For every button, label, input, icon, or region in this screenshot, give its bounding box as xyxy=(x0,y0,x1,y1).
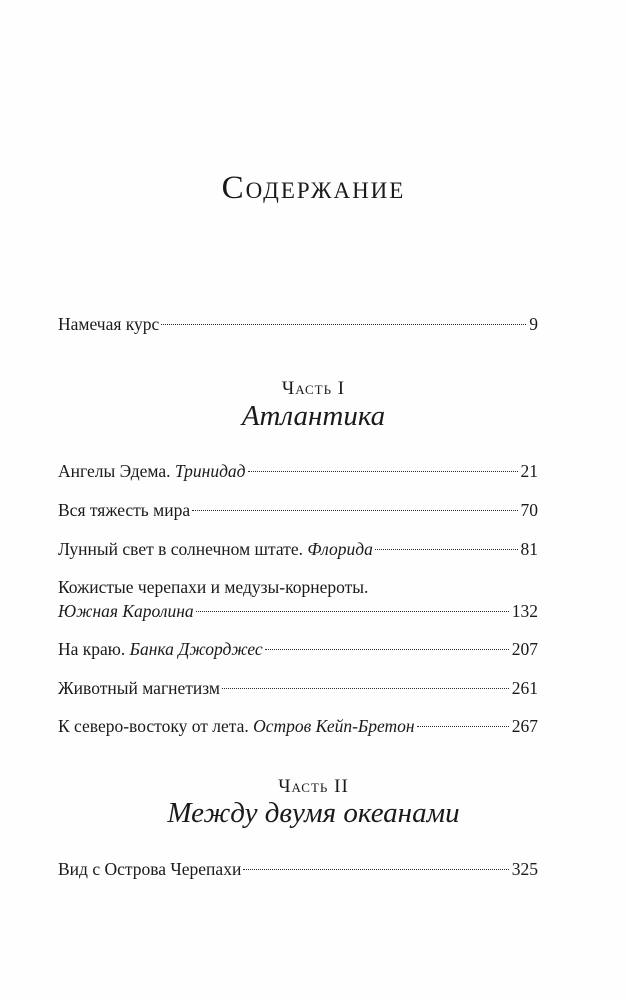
dot-leader xyxy=(192,510,517,511)
entry-text: Вся тяжесть мира xyxy=(58,500,191,520)
entry-page: 9 xyxy=(529,314,538,334)
entry-text: Намечая курс xyxy=(58,314,160,334)
entry-text: Ангелы Эдема. Тринидад xyxy=(58,461,246,481)
toc-entry[interactable] xyxy=(58,714,538,738)
dot-leader xyxy=(196,611,509,612)
entry-page: 207 xyxy=(511,639,538,659)
dot-leader xyxy=(248,471,518,472)
dot-leader xyxy=(265,649,509,650)
entry-page: 132 xyxy=(511,601,538,621)
entry-page: 21 xyxy=(520,461,538,481)
entry-text-line1: Кожистые черепахи и медузы-корнероты. xyxy=(58,577,369,597)
part-title-2: Между двумя океанами xyxy=(167,797,460,829)
dot-leader xyxy=(375,549,518,550)
entry-page: 261 xyxy=(511,678,538,698)
dot-leader xyxy=(222,688,509,689)
toc-entry[interactable] xyxy=(58,857,538,881)
entry-text: Южная Каролина xyxy=(58,601,194,621)
entry-page: 70 xyxy=(520,500,538,520)
toc-entry[interactable] xyxy=(58,498,538,522)
dot-leader xyxy=(417,726,509,727)
toc-entry[interactable] xyxy=(58,637,538,661)
entry-text: К северо-востоку от лета. Остров Кейп-Бретон xyxy=(58,716,415,736)
toc-entry[interactable] xyxy=(58,459,538,483)
entry-text: Животный магнетизм xyxy=(58,678,221,698)
toc-entry[interactable] xyxy=(58,676,538,700)
entry-page: 267 xyxy=(511,716,538,736)
dot-leader xyxy=(161,324,526,325)
page-title: Содержание xyxy=(221,170,406,206)
entry-text: На краю. Банка Джорджес xyxy=(58,639,263,659)
part-title-1: Атлантика xyxy=(241,400,386,432)
part-label-1: Часть I xyxy=(281,378,346,399)
toc-entry[interactable] xyxy=(58,575,538,623)
entry-page: 325 xyxy=(511,859,538,879)
entry-text: Вид с Острова Черепахи xyxy=(58,859,242,879)
dot-leader xyxy=(243,869,508,870)
toc-entry[interactable] xyxy=(58,537,538,561)
toc-entry-intro[interactable] xyxy=(58,312,538,336)
entry-page: 81 xyxy=(520,539,538,559)
part-label-2: Часть II xyxy=(278,776,349,797)
entry-text: Лунный свет в солнечном штате. Флорида xyxy=(58,539,373,559)
